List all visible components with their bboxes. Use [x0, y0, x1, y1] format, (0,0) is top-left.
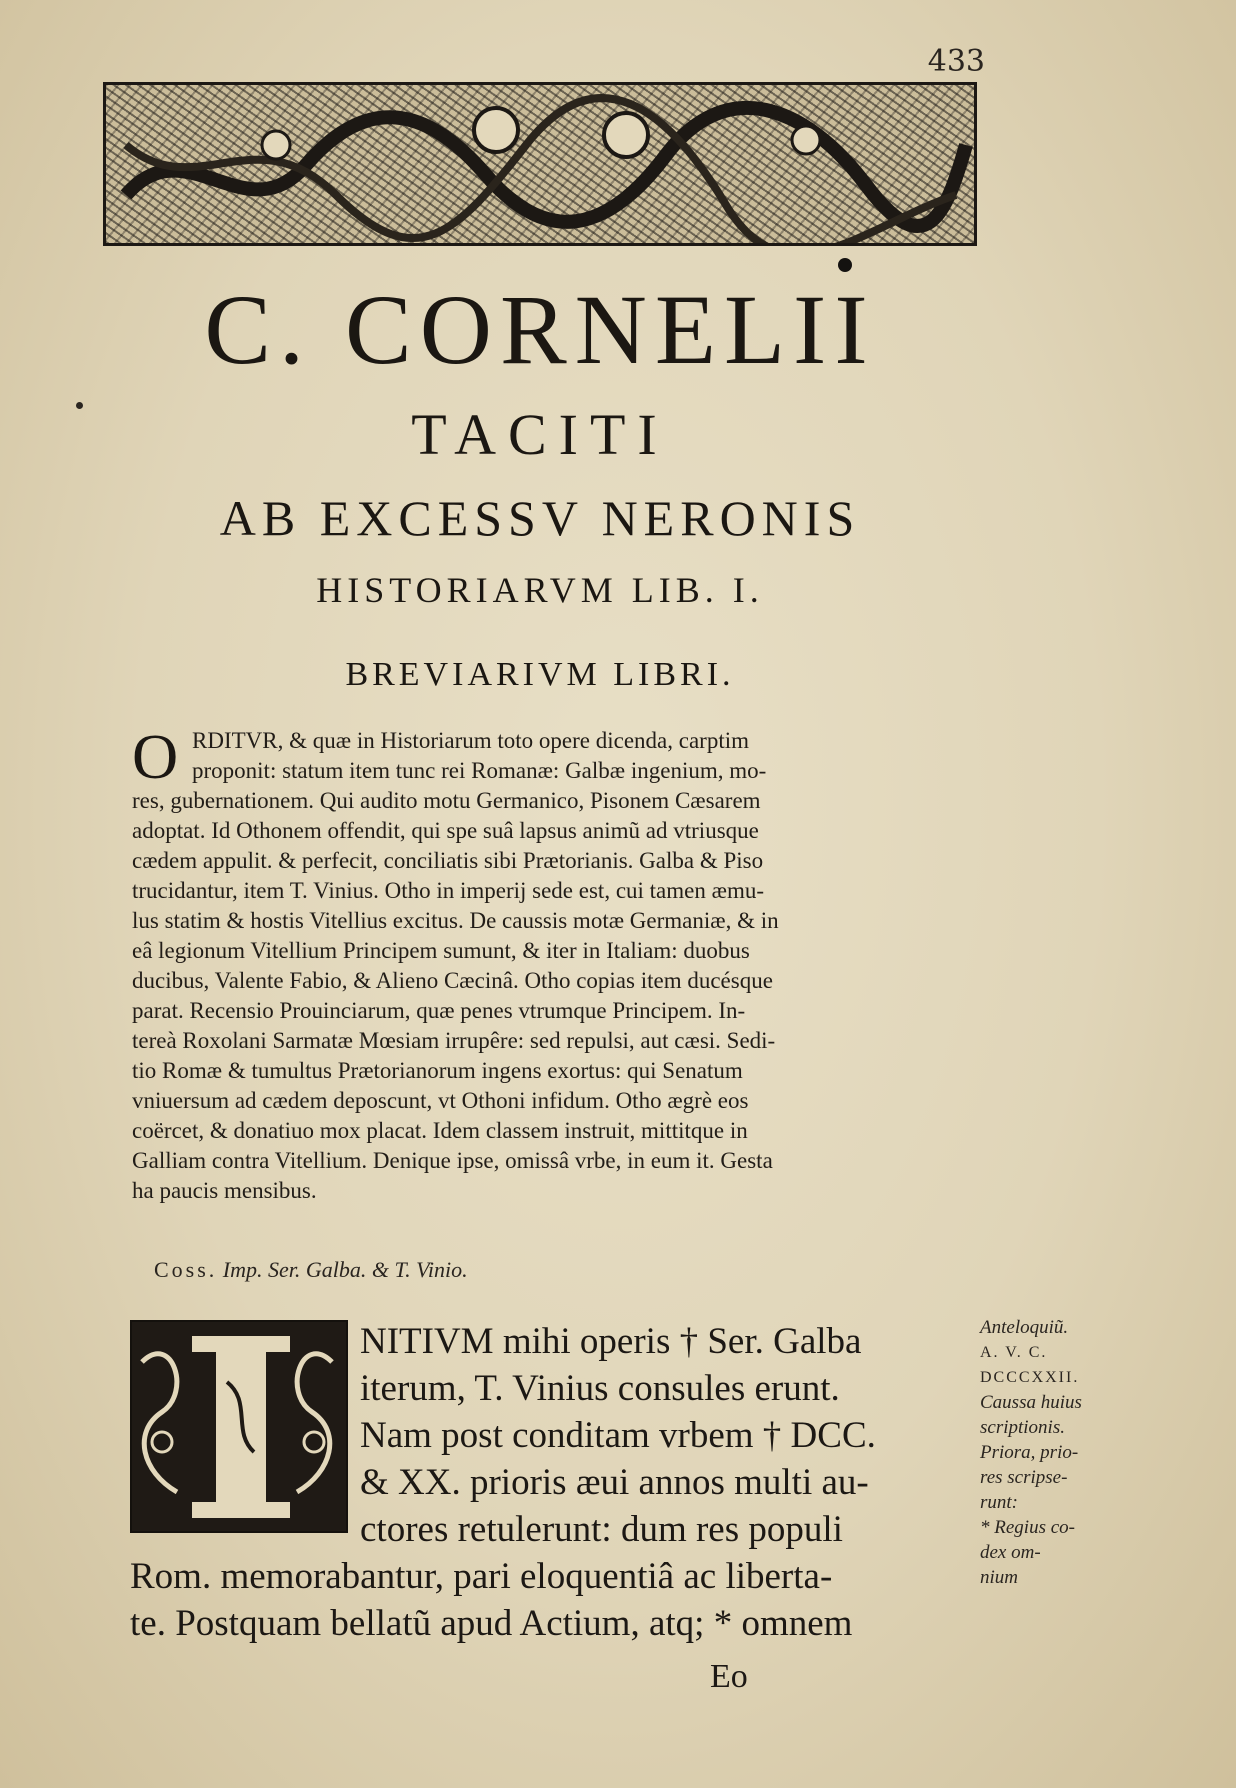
main-text-line: & XX. prioris æui annos multi au-: [360, 1462, 869, 1503]
summary-paragraph: [132, 721, 982, 1206]
coss-text: Imp. Ser. Galba. & T. Vinio.: [222, 1257, 468, 1282]
summary-line: parat. Recensio Prouinciarum, quæ penes vtrumque Principem. In-: [132, 998, 746, 1023]
consuls-line: [154, 1257, 468, 1283]
summary-line: ducibus, Valente Fabio, & Alieno Cæcinâ. Otho copias item ducésque: [132, 968, 773, 993]
title-work: AB EXCESSV NERONIS: [219, 490, 861, 546]
summary-line: ha paucis mensibus.: [132, 1178, 317, 1203]
summary-line: RDITVR, & quæ in Historiarum toto opere dicenda, carptim: [192, 728, 749, 753]
catchword: Eo: [710, 1658, 748, 1695]
margin-note: Caussa huius: [980, 1392, 1082, 1413]
summary-heading: BREVIARIVM LIBRI.: [345, 656, 735, 693]
margin-note: scriptionis.: [980, 1417, 1065, 1438]
main-text-line: NITIVM mihi operis † Ser. Galba: [360, 1321, 862, 1362]
summary-line: eâ legionum Vitellium Principem sumunt, & iter in Italiam: duobus: [132, 938, 750, 963]
margin-note: A. V. C.: [980, 1344, 1048, 1361]
summary-line: res, gubernationem. Qui audito motu Germanico, Pisonem Cæsarem: [132, 788, 761, 813]
woodcut-headpiece-ornament-icon: [106, 85, 974, 243]
woodcut-headpiece: [103, 82, 977, 246]
main-text-line: ctores retulerunt: dum res populi: [360, 1509, 843, 1550]
page-number: 433: [927, 44, 985, 79]
ink-spot: [76, 402, 83, 409]
title-author: C. CORNELII: [204, 274, 876, 385]
margin-note: Anteloquiũ.: [980, 1317, 1069, 1338]
margin-notes: [980, 1315, 1150, 1590]
margin-note: DCCCXXII.: [980, 1369, 1080, 1386]
title-book: HISTORIARVM LIB. I.: [316, 570, 764, 610]
summary-line: proponit: statum item tunc rei Romanæ: Galbæ ingenium, mo-: [192, 758, 767, 783]
margin-note: nium: [980, 1567, 1018, 1588]
margin-note: dex om-: [980, 1542, 1041, 1563]
margin-note: Priora, prio-: [980, 1442, 1079, 1463]
margin-note: runt:: [980, 1492, 1018, 1513]
summary-line: adoptat. Id Othonem offendit, qui spe suâ lapsus animũ ad vtriusque: [132, 818, 759, 843]
summary-line: Galliam contra Vitellium. Denique ipse, omissâ vrbe, in eum it. Gesta: [132, 1148, 773, 1173]
main-text-line: Rom. memorabantur, pari eloquentiâ ac liberta-: [130, 1556, 833, 1597]
main-text-line: iterum, T. Vinius consules erunt.: [360, 1368, 840, 1409]
main-text: [130, 1318, 978, 1647]
margin-note: res scripse-: [980, 1467, 1068, 1488]
summary-line: vniuersum ad cædem deposcunt, vt Othoni infidum. Otho ægrè eos: [132, 1088, 749, 1113]
main-text-line: Nam post conditam vrbem † DCC.: [360, 1415, 876, 1456]
summary-line: cædem appulit. & perfecit, conciliatis sibi Prætorianis. Galba & Piso: [132, 848, 764, 873]
summary-line: coërcet, & donatiuo mox placat. Idem classem instruit, mittitque in: [132, 1118, 748, 1143]
title-author-cognomen: TACITI: [411, 402, 669, 467]
summary-line: tereà Roxolani Sarmatæ Mœsiam irrupêre: sed repulsi, aut cæsi. Sedi-: [132, 1028, 776, 1053]
summary-line: tio Romæ & tumultus Prætorianorum ingens exortus: qui Senatum: [132, 1058, 743, 1083]
coss-label: Coss.: [154, 1257, 218, 1282]
summary-line: trucidantur, item T. Vinius. Otho in imperij sede est, cui tamen æmu-: [132, 878, 765, 903]
summary-line: lus statim & hostis Vitellius excitus. De caussis motæ Germaniæ, & in: [132, 908, 779, 933]
summary-initial: O: [132, 721, 179, 792]
margin-note: * Regius co-: [980, 1517, 1075, 1538]
main-text-line: te. Postquam bellatũ apud Actium, atq; * omnem: [130, 1603, 853, 1644]
